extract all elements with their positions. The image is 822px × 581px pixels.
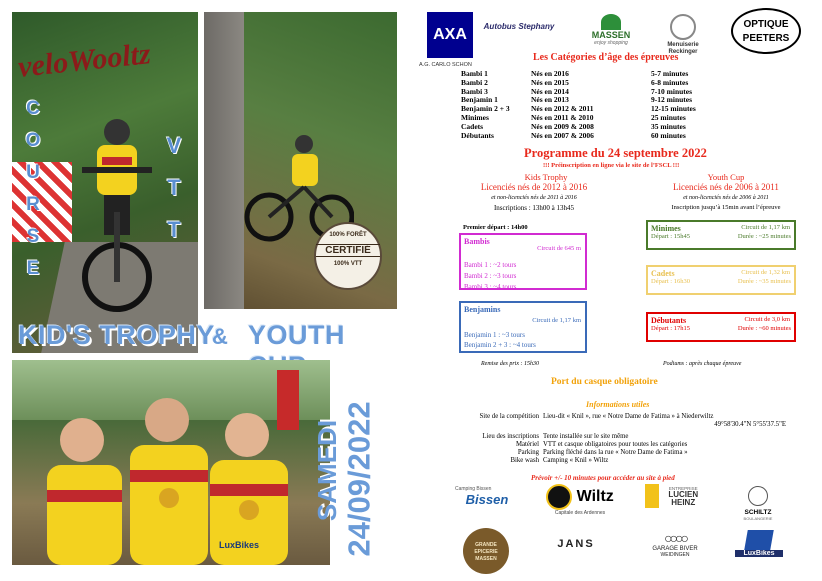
benjamins-circuit	[532, 317, 581, 324]
reckinger-icon	[670, 14, 696, 40]
bambis-circuit	[537, 245, 581, 252]
reckinger-name: Menuiserie Reckinger	[667, 41, 699, 55]
schiltz-icon	[748, 486, 768, 506]
luxbikes-name: LuxBikes	[735, 550, 783, 557]
benjamins-circuit-text: Circuit de 1,17	[532, 317, 572, 324]
team-figures	[32, 380, 322, 565]
benjamins-lap: Benjamin 1 : ~3 tours	[464, 331, 525, 339]
info-row	[411, 441, 816, 449]
massen-logo	[587, 14, 635, 46]
cat-born: Nés en 2007 & 2006	[531, 130, 594, 140]
cat-dur: 5-7 minutes	[651, 69, 689, 78]
jersey-brand: LuxBikes	[219, 540, 260, 550]
massen-name: MASSEN	[591, 30, 631, 40]
programme-title: Programme du 24 septembre 2022	[524, 146, 707, 160]
cadets-circuit-unit: km	[781, 269, 790, 276]
course-letter: E	[26, 258, 40, 279]
info-row	[411, 449, 816, 457]
benjamins-title: Benjamins	[464, 305, 501, 314]
cat-name: Cadets	[461, 121, 484, 131]
categories-heading: Les Catégories d’âge des épreuves	[533, 52, 679, 63]
luxbikes-icon	[744, 530, 774, 550]
vtt-letter: T	[167, 217, 181, 242]
info-key: Site de la compétition	[479, 413, 539, 420]
minimes-circuit-text: Circuit de 1,17	[741, 224, 781, 231]
benjamins-circuit-unit: km	[572, 317, 581, 324]
garage-sub: WEIDINGEN	[660, 552, 690, 558]
infos-table	[411, 413, 816, 465]
bambis-title: Bambis	[464, 237, 490, 246]
date-block	[310, 395, 400, 570]
cadets-title: Cadets	[651, 269, 675, 278]
debutants-circuit-text: Circuit de 3,0	[744, 316, 781, 323]
cat-dur: 6-8 minutes	[651, 77, 689, 87]
axa-logo: AXA	[427, 12, 473, 58]
cadets-circuit-text: Circuit de 1,32	[741, 269, 781, 276]
info-value: 49°58'30.4"N 5°55'37.5"E	[714, 421, 786, 428]
casque-obligatoire: Port du casque obligatoire	[551, 377, 658, 387]
schiltz-text	[735, 509, 781, 521]
photo-tree-trunk	[204, 12, 244, 309]
wiltz-icon	[546, 484, 572, 510]
luxbikes-logo	[735, 530, 783, 557]
youth-nonlicence: et non-licenciés nés de 2006 à 2011	[683, 195, 769, 201]
cat-born: Nés en 2013	[531, 95, 569, 105]
cadets-duree: Durée : ~35 minutes	[737, 278, 791, 285]
debutants-box	[646, 312, 796, 342]
course-letter: S	[26, 226, 40, 247]
info-key: Parking	[517, 449, 539, 456]
bambis-lap: Bambi 1 : ~2 tours	[464, 261, 517, 269]
lucien-icon	[645, 484, 659, 508]
categories-table	[461, 70, 721, 140]
vtt-vertical-title	[163, 135, 185, 241]
cat-name: Benjamin 1	[461, 95, 498, 105]
cat-name: Benjamin 2 + 3	[461, 104, 510, 114]
bambis-box	[459, 233, 587, 290]
minimes-circuit	[741, 224, 790, 231]
garage-name: GARAGE BIVER	[652, 546, 698, 552]
youth-cup-title: YOUTH	[248, 320, 345, 350]
course-letter: R	[26, 194, 40, 215]
youth-licence: Licenciés nés de 2006 à 2011	[673, 182, 779, 192]
cat-name: Minimes	[461, 112, 489, 122]
cat-dur: 12-15 minutes	[651, 104, 696, 114]
photo-youth-riders	[204, 12, 397, 309]
info-row	[411, 433, 816, 441]
massen-icon	[601, 14, 621, 30]
date-value: 24/09/2022	[341, 401, 377, 557]
cat-name: Débutants	[461, 130, 494, 140]
info-row	[411, 457, 816, 465]
podiums-note: Podiums : après chaque épreuve	[663, 361, 742, 367]
bambis-circuit-text: Circuit de 645	[537, 245, 575, 252]
debutants-times	[651, 325, 791, 332]
benjamins-lap: Benjamin 2 + 3 : ~4 tours	[464, 341, 536, 349]
poster-right-panel	[411, 0, 822, 581]
minimes-circuit-unit: km	[781, 224, 790, 231]
schiltz-sub: BOULANGERIE	[743, 515, 773, 521]
cat-dur: 7-10 minutes	[651, 86, 693, 96]
lucien-name: LUCIEN HEINZ	[668, 489, 699, 507]
debutants-depart: Départ : 17h15	[651, 325, 690, 332]
ampersand-title: &	[212, 324, 229, 349]
cat-born: Nés en 2012 & 2011	[531, 104, 594, 114]
cat-born: Nés en 2011 & 2010	[531, 112, 594, 122]
info-value: Lieu-dit « Knil », rue « Notre Dame de Fatima » à Niederwiltz	[543, 413, 714, 420]
cat-name: Bambi 2	[461, 77, 488, 87]
cat-born: Nés en 2014	[531, 86, 569, 96]
kid-rider-figure	[62, 112, 172, 322]
minimes-box	[646, 220, 796, 250]
jans-logo: JANS	[557, 538, 595, 550]
cat-dur: 60 minutes	[651, 130, 686, 140]
benjamins-box	[459, 301, 587, 353]
grande-epicerie-logo: GRANDE EPICERIE MASSEN	[463, 528, 509, 574]
bambis-lap: Bambi 3 : ~4 tours	[464, 283, 517, 291]
cadets-circuit	[741, 269, 790, 276]
cadets-box	[646, 265, 796, 295]
debutants-title: Débutants	[651, 316, 687, 325]
vtt-letter: T	[167, 175, 181, 200]
youth-cup-subtitle: Youth Cup	[707, 172, 745, 182]
cat-born: Nés en 2015	[531, 77, 569, 87]
cadets-times	[651, 278, 791, 285]
preinscription-note: !!! Préinscription en ligne via le site de l’FSCL !!!	[543, 162, 680, 169]
schiltz-name: SCHILTZ	[744, 508, 772, 516]
cat-name: Bambi 3	[461, 86, 488, 96]
bambis-lap: Bambi 2 : ~3 tours	[464, 272, 517, 280]
date-day: SAMEDI	[312, 419, 342, 522]
bissen-sub: Camping Bissen	[455, 486, 492, 492]
bambis-laps	[464, 260, 582, 293]
category-row	[461, 132, 721, 141]
info-key: Matériel	[515, 441, 539, 448]
bambis-circuit-unit: m	[575, 245, 581, 252]
info-key: Lieu des inscriptions	[482, 433, 539, 440]
debutants-circuit-unit: km	[781, 316, 790, 323]
course-letter: C	[26, 98, 40, 119]
course-vertical-title	[22, 98, 44, 280]
lucien-heinz-logo	[643, 484, 705, 508]
benjamins-laps	[464, 330, 582, 350]
cat-dur: 9-12 minutes	[651, 95, 693, 105]
info-value: Parking fléché dans la rue « Notre Dame de Fatima »	[543, 449, 688, 456]
massen-sub: enjoy shopping	[594, 40, 628, 46]
minimes-title: Minimes	[651, 224, 681, 233]
info-value: Camping « Knil » Wiltz	[543, 457, 609, 464]
wiltz-logo	[535, 484, 625, 516]
badge-mid-text: CERTIFIÉ	[316, 244, 380, 257]
bissen-name: Bissen	[465, 492, 509, 507]
audi-rings-icon: ○○○○	[664, 530, 686, 546]
cat-dur: 25 minutes	[651, 112, 686, 122]
kids-nonlicence: et non-licenciés nés de 2011 à 2016	[491, 195, 577, 201]
minimes-duree: Durée : ~25 minutes	[737, 233, 791, 240]
certified-badge	[314, 222, 382, 290]
cat-born: Nés en 2016	[531, 69, 569, 78]
course-letter: U	[26, 162, 40, 183]
cat-born: Nés en 2009 & 2008	[531, 121, 594, 131]
kids-inscriptions: Inscriptions : 13h00 à 13h45	[493, 204, 575, 212]
garage-biver-logo	[643, 530, 707, 558]
youth-inscriptions: Inscription jusqu’à 15min avant l’épreuve	[671, 204, 781, 211]
infos-heading: Informations utiles	[586, 400, 650, 409]
course-letter: O	[25, 130, 41, 151]
badge-bottom-text: 100% VTT	[333, 261, 363, 267]
cat-name: Bambi 1	[461, 69, 488, 78]
info-row	[411, 413, 816, 421]
camping-bissen-logo	[455, 486, 519, 507]
info-row	[411, 421, 816, 429]
kids-first-depart: Premier départ : 14h00	[463, 224, 528, 231]
kids-licence: Licenciés nés de 2012 à 2016	[480, 182, 588, 192]
kids-trophy-title: KID'S TROPHY	[18, 320, 215, 350]
info-key: Bike wash	[510, 457, 539, 464]
wiltz-name: Wiltz	[576, 488, 614, 505]
photo-team	[12, 360, 330, 565]
remise-des-prix: Remise des prix : 15h30	[481, 361, 539, 367]
debutants-circuit	[744, 316, 790, 323]
velo-woltz-logo: veloWooltz	[16, 37, 153, 84]
info-value: Tente installée sur le site même	[543, 433, 629, 440]
axa-caption: A.G. CARLO SCHON	[419, 62, 472, 68]
minimes-depart: Départ : 15h45	[651, 233, 690, 240]
badge-top-text: 100% FORÊT	[329, 232, 367, 238]
cat-dur: 35 minutes	[651, 121, 686, 131]
kids-trophy-subtitle: Kids Trophy	[524, 172, 568, 182]
lucien-sub: ENTREPRISE	[668, 485, 698, 491]
minimes-times	[651, 233, 791, 240]
info-value: VTT et casque obligatoires pour toutes les catégories	[543, 441, 688, 448]
cadets-depart: Départ : 16h30	[651, 278, 690, 285]
wiltz-sub: Capitale des Ardennes	[554, 510, 606, 516]
schiltz-logo	[723, 486, 793, 524]
prevoir-note: Prévoir +/- 10 minutes pour accéder au site à pied	[531, 474, 675, 482]
optique-peeters-logo: OPTIQUE PEETERS	[731, 8, 801, 54]
stephany-logo: Autobus Stephany	[483, 22, 555, 31]
lucien-text	[663, 486, 703, 507]
vtt-letter: V	[166, 133, 182, 158]
debutants-duree: Durée : ~60 minutes	[737, 325, 791, 332]
